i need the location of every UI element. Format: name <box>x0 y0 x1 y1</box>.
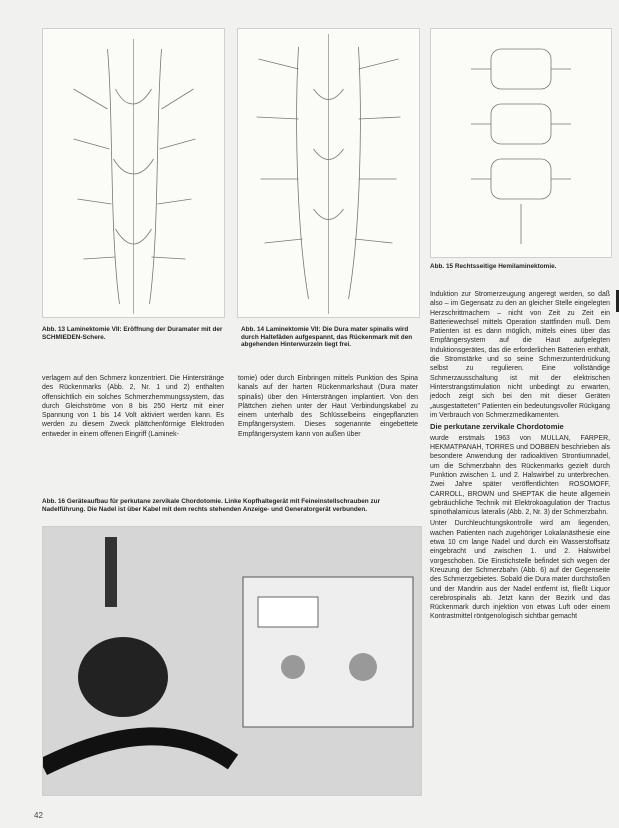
text-column-right <box>430 290 610 624</box>
section-heading: Die perkutane zervikale Chordotomie <box>430 422 564 432</box>
text-column-left <box>42 374 224 441</box>
equipment-photo <box>43 527 421 795</box>
spinal-cord-drawing <box>238 29 419 317</box>
paragraph: wurde erstmals 1963 von MULLAN, FARPER, HEKMATPANAH, TORRES und DOBBEN beschrieben als besondere Anwendung der radioaktiven Strontiumnadel, um die Schmerzbahn des Rückenmarks gezielt durch Punktion zwischen 1. und 2. Halswirbel zu unterbrechen. Zwei Jahre später veröffentlichten ROSOMOFF, CARROLL, BROWN und SHEPTAK die heute allgemein gebräuchliche Technik mit Elektrokoagulation der Tractus spinothalamicus lateralis (Abb. 2, Nr. 3) der Schmerzbahn. <box>430 434 610 517</box>
figure-15-illustration <box>430 28 612 258</box>
text-column-middle <box>238 374 418 441</box>
figure-14-caption: Abb. 14 Laminektomie VII: Die Dura mater spinalis wird durch Haltefäden aufgespannt, das Rückenmark mit den abgehenden Hinterwurzeln liegt frei. <box>241 326 413 349</box>
paragraph: tomie) oder durch Einbringen mittels Punktion des Spina kanals auf der harten Rückenmarkshaut (Dura mater spinalis) über den Hintersträngen implantiert. Von den Plättchen ziehen unter der Haut Verbindungskabel zu einem unterhalb des Schlüsselbeins eingepflanzten Empfängersystem. Dieses sogenannte eingebettete Empfängersystem kann von außen über <box>238 375 418 438</box>
figure-14-illustration <box>237 28 420 318</box>
figure-13-caption: Abb. 13 Laminektomie VII: Eröffnung der Duramater mit der SCHMIEDEN-Schere. <box>42 326 223 341</box>
paragraph: Induktion zur Stromerzeugung angeregt werden, so daß also – im Gegensatz zu den an gleicher Stelle eingelegten Herzschrittmachern – nicht von Zeit zu Zeit ein Batteriewechsel mittels Operation stattfinden muß. Dem Patienten ist es dann möglich, mittels eines über das Empfängersystem auf die Haut aufgelegten Induktionsgerätes, das die erforderlichen Batterien enthält, die Stromstärke und so seine Schmerzunterdrückung selbst zu regulieren. Eine vollständige Schmerzausschaltung ist mit der elektrischen Hinterstrangstimulation nicht unbedingt zu erwarten, jedoch zeigt sich bei den mit dieser Geräten „ausgestatteten" Patienten ein bedeutungsvoller Rückgang im Verbrauch von Schmerzmedikamenten. <box>430 291 610 419</box>
figure-16-caption: Abb. 16 Geräteaufbau für perkutane zervikale Chordotomie. Linke Kopfhaltegerät mit Feineinstellschrauben zur Nadelführung. Die Nadel ist über Kabel mit dem rechts stehenden Anzeige- und Generatorgerät verbunden. <box>42 498 381 513</box>
vertebra-drawing <box>431 29 611 257</box>
paragraph: Unter Durchleuchtungskontrolle wird am liegenden, wachen Patienten nach zugehöriger Lokalanästhesie eine etwa 10 cm lange Nadel und durch ein Wasserstoffsatz eingebracht und zwischen 1. und 2. Halswirbel vorgeschoben. Die Einstichstelle befindet sich wegen der Kreuzung der Schmerzbahn (Abb. 6) auf der Gegenseite des Schmerzgebietes. Sobald die Dura mater durchstoßen und der Mandrin aus der Nadel entfernt ist, fließt Liquor cerebrospinalis ab. Jetzt kann der Bezirk und das Rückenmark durch injektion von etwas Luft oder einem Kontrastmittel röntgenologisch sichtbar gemacht <box>430 520 610 621</box>
figure-15-caption: Abb. 15 Rechtsseitige Hemilaminektomie. <box>430 263 557 270</box>
figure-13-illustration <box>42 28 225 318</box>
spinal-cord-drawing <box>43 29 224 317</box>
page-number: 42 <box>34 811 43 820</box>
figure-16-photo <box>42 526 422 796</box>
paragraph: verlagern auf den Schmerz konzentriert. Die Hinterstränge des Rückenmarks (Abb. 2, Nr. 1 und 2) enthalten offensichtlich ein solches Schmerzhemmungssystem, das durch Gleichströme von 8 bis 250 Hertz mit einer Spannung von 1 bis 14 Volt aktiviert werden kann. Es werden zu diesem Zweck plättchenförmige Elektroden entweder in einem offenen Eingriff (Laminek- <box>42 375 224 438</box>
